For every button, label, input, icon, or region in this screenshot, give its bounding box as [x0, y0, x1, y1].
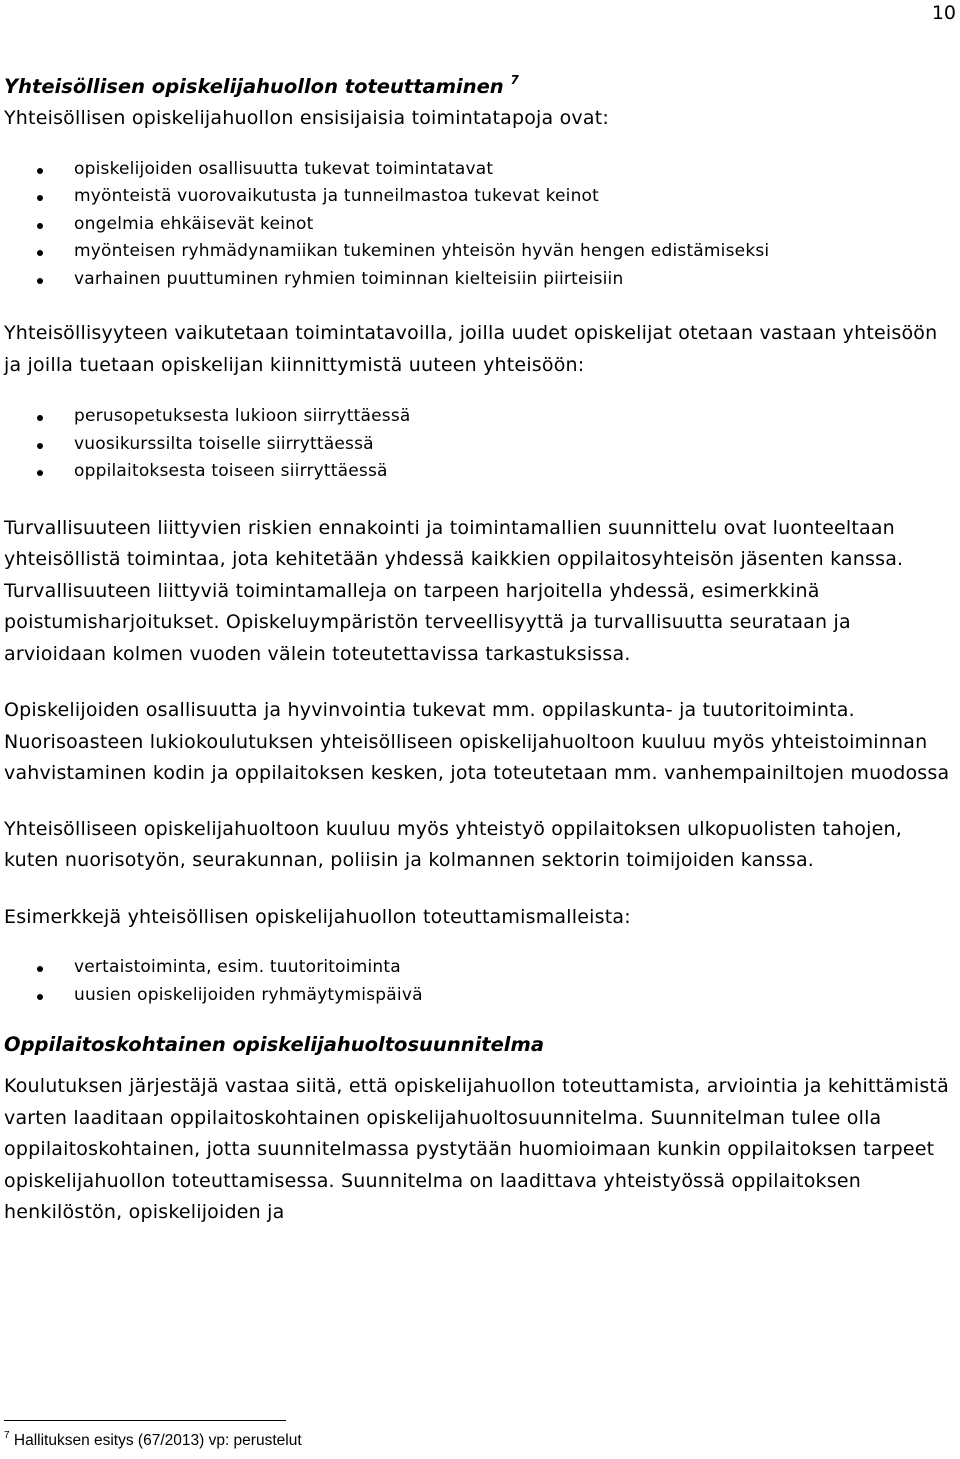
footnote-text: Hallituksen esitys (67/2013) vp: perustelut — [13, 1432, 302, 1449]
document-body — [4, 64, 954, 1229]
paragraph-turvallisuus: Turvallisuuteen liittyvien riskien ennakointi ja toimintamallien suunnittelu ovat luonteeltaan yhteisöllistä toimintaa, jota kehitetään yhdessä kaikkien oppilaitosyhteisön jäsenten kanssa. Turvallisuuteen liittyviä toimintamalleja on tarpeen harjoitella yhdessä, esimerkkinä poistumisharjoitukset. Opiskeluympäristön terveellisyyttä ja turvallisuutta seurataan ja arvioidaan kolmen vuoden välein toteutettavissa tarkastuksissa. — [4, 516, 904, 665]
bullet-list-esimerkit — [4, 954, 954, 1009]
list-item: vertaistoiminta, esim. tuutoritoiminta — [4, 954, 954, 982]
list-item: varhainen puuttuminen ryhmien toiminnan kielteisiin piirteisiin — [4, 266, 954, 294]
list-item: opiskelijoiden osallisuutta tukevat toimintatavat — [4, 156, 954, 184]
list-item: myönteisen ryhmädynamiikan tukeminen yhteisön hyvän hengen edistämiseksi — [4, 238, 954, 266]
footnote-number: 7 — [4, 1430, 10, 1441]
bullet-list-toimintatavat — [4, 156, 954, 294]
list-item: vuosikurssilta toiselle siirryttäessä — [4, 431, 954, 459]
paragraph-koulutuksen-jarjestaja: Koulutuksen järjestäjä vastaa siitä, että opiskelijahuollon toteuttamista, arviointia ja kehittämistä varten laaditaan oppilaitoskohtainen opiskelijahuoltosuunnitelma. Suunnitelman tulee olla oppilaitoskohtainen, jotta suunnitelmassa pystytään huomioimaan kunkin oppilaitoksen tarpeet opiskelijahuollon toteuttamisessa. Suunnitelma on laadittava yhteistyössä oppilaitoksen henkilöstön, opiskelijoiden ja — [4, 1075, 949, 1223]
section-heading-yhteisollinen — [4, 64, 954, 103]
section-heading-suunnitelma: Oppilaitoskohtainen opiskelijahuoltosuunnitelma — [4, 1033, 544, 1056]
paragraph-yhteisollisyyteen: Yhteisöllisyyteen vaikutetaan toimintatavoilla, joilla uudet opiskelijat otetaan vastaan yhteisöön ja joilla tuetaan opiskelijan kiinnittymistä uuteen yhteisöön: — [4, 322, 938, 376]
paragraph-yhteistyo: Yhteisölliseen opiskelijahuoltoon kuuluu myös yhteistyö oppilaitoksen ulkopuolisten tahojen, kuten nuorisotyön, seurakunnan, poliisin ja kolmannen sektorin toimijoiden kanssa. — [4, 817, 902, 871]
list-item: uusien opiskelijoiden ryhmäytymispäivä — [4, 982, 954, 1010]
footnote — [4, 1430, 302, 1450]
footnote-reference: 7 — [510, 73, 519, 87]
list-item: oppilaitoksesta toiseen siirryttäessä — [4, 458, 954, 486]
bullet-list-siirtymat — [4, 403, 954, 486]
list-item: myönteistä vuorovaikutusta ja tunneilmastoa tukevat keinot — [4, 183, 954, 211]
list-item: perusopetuksesta lukioon siirryttäessä — [4, 403, 954, 431]
paragraph-osallisuus: Opiskelijoiden osallisuutta ja hyvinvointia tukevat mm. oppilaskunta- ja tuutoritoiminta. Nuorisoasteen lukiokoulutuksen yhteisölliseen opiskelijahuoltoon kuuluu myös yhteistoiminnan vahvistaminen kodin ja oppilaitoksen kesken, jota toteutetaan mm. vanhempainiltojen muodossa — [4, 699, 950, 784]
list-item: ongelmia ehkäisevät keinot — [4, 211, 954, 239]
section-heading-text: Yhteisöllisen opiskelijahuollon toteuttaminen — [4, 75, 504, 98]
intro-paragraph: Yhteisöllisen opiskelijahuollon ensisijaisia toimintatapoja ovat: — [4, 107, 609, 129]
page-number: 10 — [931, 2, 956, 24]
paragraph-esimerkkeja: Esimerkkejä yhteisöllisen opiskelijahuollon toteuttamismalleista: — [4, 905, 631, 928]
footnote-divider — [4, 1420, 286, 1421]
